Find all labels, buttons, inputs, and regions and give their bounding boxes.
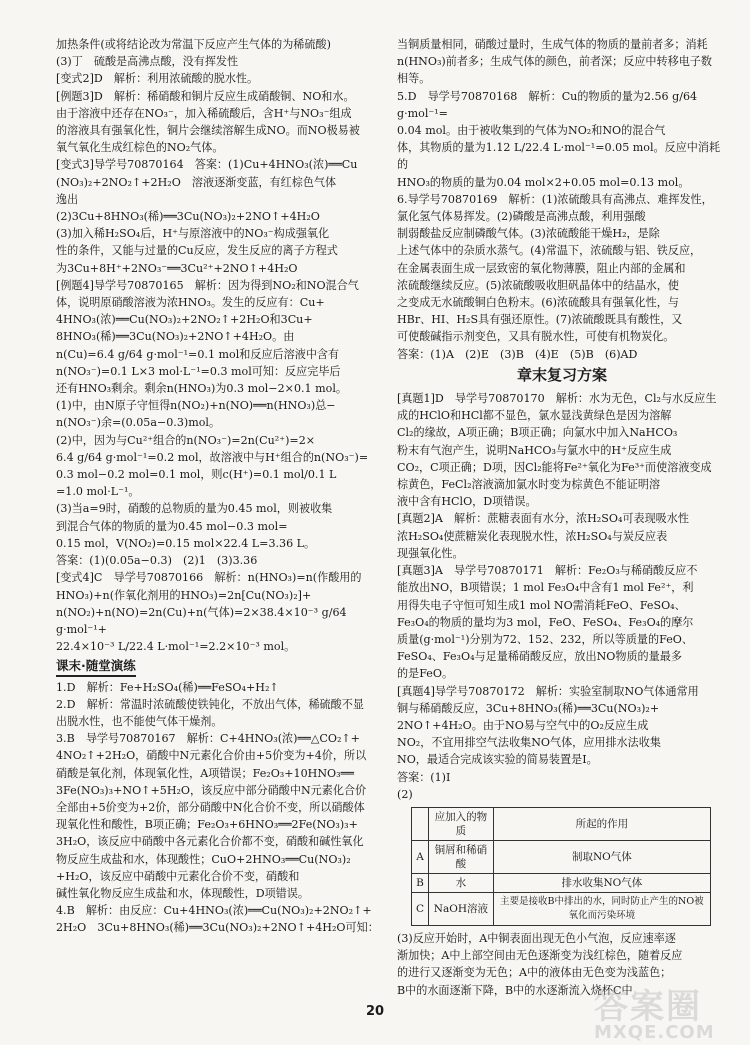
text-line: n(Cu)=6.4 g/64 g·mol⁻¹=0.1 mol和反应后溶液中含有 [56, 347, 340, 361]
text-line: 现氧化性和酸性，B项正确；Fe₂O₃+6HNO₃══2Fe(NO₃)₃+ [56, 818, 358, 832]
text-line: 5.D 导学号70870168 解析：Cu的物质的量为2.56 g/64 g·mol⁻¹= [397, 89, 701, 120]
text-line: 铜与稀硝酸反应，3Cu+8HNO₃(稀)══3Cu(NO₃)₂+ [397, 701, 660, 715]
text-line: 0.04 mol。由于被收集到的气体为NO₂和NO的混合气 [397, 124, 666, 138]
text-line: 到混合气体的物质的量为0.45 mol−0.3 mol= [56, 519, 288, 533]
text-line: 答案：(1)(0.05a−0.3) (2)1 (3)3.36 [56, 554, 258, 568]
text-line: 加热条件(或将结论改为常温下反应产生气体的为稀硫酸) [56, 38, 331, 51]
text-line: 答案：(1)Ⅰ [397, 770, 451, 784]
text-line: [真题4]导学号70870172 解析：实验室制取NO气体通常用 [397, 684, 699, 698]
text-line: [变式4]C 导学号70870166 解析：n(HNO₃)=n(作酸用的 [56, 571, 362, 585]
text-line: [例题3]D 解析：稀硝酸和铜片反应生成硝酸铜、NO和水。 [56, 89, 355, 103]
text-line: 0.3 mol−0.2 mol=0.1 mol，则c(H⁺)=0.1 mol/0.1 L [56, 468, 337, 482]
table-cell: C [412, 892, 429, 925]
text-line: 硝酸是氧化剂，体现氧化性，A项错误；Fe₂O₃+10HNO₃══ [56, 766, 354, 780]
text-line: 逸出 [56, 192, 79, 206]
text-line: (2)3Cu+8HNO₃(稀)══3Cu(NO₃)₂+2NO↑+4H₂O [56, 210, 320, 224]
text-line: [真题1]D 导学号70870170 解析：水为无色，Cl₂与水反应生 [397, 392, 717, 406]
text-line: 的进行又逐渐变为无色；A中的液体由无色变为浅蓝色； [397, 966, 672, 980]
text-line: 能放出NO，B项错误；1 mol Fe₃O₄中含有1 mol Fe²⁺，利 [397, 581, 694, 595]
table-row [412, 873, 711, 892]
text-line: HNO₃的物质的量为0.04 mol×2+0.05 mol=0.13 mol。 [397, 175, 690, 189]
text-line: 为3Cu+8H⁺+2NO₃⁻══3Cu²⁺+2NO↑+4H₂O [56, 261, 298, 275]
text-line: 答案：(1)A (2)E (3)B (4)E (5)B (6)AD [397, 347, 638, 361]
text-line: =1.0 mol·L⁻¹。 [56, 485, 140, 499]
text-line: 0.15 mol，V(NO₂)=0.15 mol×22.4 L=3.36 L。 [56, 536, 316, 550]
table-cell: NaOH溶液 [429, 892, 494, 925]
text-line: 22.4×10⁻³ L/22.4 L·mol⁻¹=2.2×10⁻³ mol。 [56, 640, 296, 654]
watermark-logo [594, 979, 744, 1043]
right-column-exam-questions [397, 390, 727, 803]
text-line: 全部由+5价变为+2价，部分硝酸中N化合价不变，所以硝酸体 [56, 800, 365, 814]
section-heading: 课末·随堂演练 [56, 657, 136, 676]
text-line: NO₂，不宜用排空气法收集NO气体，应用排水法收集 [397, 736, 661, 750]
table-header-row [412, 807, 711, 840]
left-column-paragraphs [56, 36, 386, 655]
text-line: HNO₃)+n(作氧化剂用的HNO₃)=2n[Cu(NO₃)₂]+ [56, 588, 312, 602]
table-header-cell [412, 807, 429, 840]
text-line: 2NO↑+4H₂O。由于NO易与空气中的O₂反应生成 [397, 718, 649, 732]
table-cell: 排水收集NO气体 [493, 873, 710, 892]
table-row [412, 840, 711, 873]
table-row [412, 892, 711, 925]
text-line: 4.B 解析：由反应：Cu+4HNO₃(浓)══Cu(NO₃)₂+2NO₂↑+ [56, 904, 372, 918]
text-line: (1)中，由N原子守恒得n(NO₂)+n(NO)══n(HNO₃)总− [56, 399, 336, 413]
text-line: 质量(g·mol⁻¹)分别为72、152、232，所以等质量的FeO、 [397, 632, 693, 646]
text-line: CO₂，C项正确；D项，因Cl₂能将Fe²⁺氧化为Fe³⁺而使溶液变成 [397, 460, 712, 474]
text-line: 还有HNO₃剩余。剩余n(HNO₃)为0.3 mol−2×0.1 mol。 [56, 382, 347, 396]
text-line: 当铜质量相同，硝酸过量时，生成气体的物质的量前者多；消耗 [397, 38, 708, 51]
text-line: NO，最适合完成该实验的简易装置是Ⅰ。 [397, 753, 598, 767]
text-line: (3)反应开始时，A中铜表面出现无色小气泡，反应速率逐 [397, 931, 676, 945]
text-line: FeSO₄、Fe₃O₄与足量稀硝酸反应，放出NO物质的量最多 [397, 650, 682, 664]
text-line: [真题3]A 导学号70870171 解析：Fe₂O₃与稀硝酸反应不 [397, 564, 698, 578]
table-cell: 铜屑和稀硝酸 [429, 840, 494, 873]
page-number: 20 [365, 1004, 385, 1019]
text-line: 浓H₂SO₄使蔗糖炭化表现脱水性，浓H₂SO₄与炭反应表 [397, 529, 668, 543]
text-line: 出脱水性，也不能使气体干燥剂。 [56, 714, 223, 728]
text-line: (3)丁 硫酸是高沸点酸，没有挥发性 [56, 55, 239, 69]
right-column [397, 36, 727, 999]
text-line: 4NO₂↑+2H₂O，硝酸中N元素化合价由+5价变为+4价，所以 [56, 749, 367, 763]
text-line: 在金属表面生成一层致密的氧化物薄膜，阻止内部的金属和 [397, 261, 686, 275]
text-line: 3.B 导学号70870167 解析：C+4HNO₃(浓)══△CO₂↑+ [56, 732, 360, 746]
text-line: +H₂O，该反应中硝酸中元素化合价不变，硝酸和 [56, 869, 300, 883]
watermark-text: 答案圈 [594, 987, 702, 1027]
text-line: 碱性氧化物反应生成盐和水，体现酸性，D项错误。 [56, 886, 309, 900]
text-line: 物反应生成盐和水，体现酸性；CuO+2HNO₃══Cu(NO₃)₂ [56, 852, 351, 866]
text-line: 3H₂O，该反应中硝酸中各元素化合价都不变，硝酸和碱性氧化 [56, 835, 364, 849]
text-line: 6.导学号70870169 解析：(1)浓硫酸具有高沸点、难挥发性， [397, 192, 713, 206]
text-line: (2) [397, 787, 413, 801]
table-cell: 制取NO气体 [493, 840, 710, 873]
text-line: 用得失电子守恒可知生成1 mol NO需消耗FeO、FeSO₄、 [397, 598, 686, 612]
text-line: n(HNO₃)前者多；生成气体的颜色，前者深；反应中转移电子数 [397, 55, 712, 69]
text-line: 性的条件，又能与过量的Cu反应，发生反应的离子方程式 [56, 244, 338, 258]
text-line: 2H₂O 3Cu+8HNO₃(稀)══3Cu(NO₃)₂+2NO↑+4H₂O可知： [56, 921, 379, 935]
text-line: 制弱酸盐反应制磷酸气体。(3)浓硫酸能干燥H₂，是除 [397, 227, 660, 241]
table-cell: 水 [429, 873, 494, 892]
text-line: 成的HClO和HCl都不显色，氯水显浅黄绿色是因为溶解 [397, 409, 672, 423]
text-line: 4HNO₃(浓)══Cu(NO₃)₂+2NO₂↑+2H₂O和3Cu+ [56, 313, 313, 327]
text-line: 3Fe(NO₃)₃+NO↑+5H₂O，该反应中部分硝酸中N元素化合价 [56, 783, 367, 797]
text-line: HBr、HI、H₂S具有强还原性。(7)浓硫酸既具有酸性，又 [397, 313, 683, 327]
text-line: 棕黄色，FeCl₂溶液滴加氯水时变为棕黄色不能证明溶 [397, 478, 661, 492]
text-line: 的是FeO。 [397, 667, 454, 681]
text-line: 上述气体中的杂质水蒸气。(4)常温下，浓硫酸与铝、铁反应， [397, 244, 702, 258]
text-line: 6.4 g/64 g·mol⁻¹=0.2 mol，故溶液中与H⁺组合的n(NO₃⁻)= [56, 450, 369, 464]
text-line: 浓硫酸继续反应。(5)浓硫酸吸收胆矾晶体中的结晶水，使 [397, 278, 679, 292]
text-line: 氯化氢气体易挥发。(2)磷酸是高沸点酸，利用强酸 [397, 210, 646, 224]
text-line: Fe₃O₄的物质的量均为3 mol，FeO、FeSO₄、Fe₃O₄的摩尔 [397, 615, 694, 629]
text-line: [变式3]导学号70870164 答案：(1)Cu+4HNO₃(浓)══Cu [56, 158, 358, 172]
text-line: n(NO₂)+n(NO)=2n(Cu)+n(气体)=2×38.4×10⁻³ g/64 g·mol⁻¹+ [56, 605, 351, 636]
text-line: 的溶液具有强氧化性，铜片会继续溶解生成NO。而NO极易被 [56, 124, 360, 138]
table-header-cell: 所起的作用 [493, 807, 710, 840]
text-line: (3)加入稀H₂SO₄后，H⁺与原溶液中的NO₃⁻构成强氧化 [56, 227, 330, 241]
text-line: 现强氧化性。 [397, 546, 464, 560]
text-line: n(NO₃⁻)余=(0.05a−0.3)mol。 [56, 416, 221, 430]
text-line: 2.D 解析：常温时浓硫酸使铁钝化，不放出气体，稀硫酸不显 [56, 697, 364, 711]
text-line: [变式2]D 解析：利用浓硫酸的脱水性。 [56, 72, 259, 86]
text-line: 体，其物质的量为1.12 L/22.4 L·mol⁻¹=0.05 mol。反应中消耗的 [397, 141, 721, 172]
text-line: (2)中，因为与Cu²⁺组合的n(NO₃⁻)=2n(Cu²⁺)=2× [56, 433, 316, 447]
text-line: (NO₃)₂+2NO₂↑+2H₂O 溶液逐渐变蓝，有红棕色气体 [56, 175, 337, 189]
text-line: 相等。 [397, 72, 431, 86]
text-line: 粉末有气泡产生，说明NaHCO₃与氯水中的H⁺反应生成 [397, 443, 672, 457]
text-line: [例题4]导学号70870165 解析：因为得到NO₂和NO混合气 [56, 278, 359, 292]
text-line: 氧气氧化生成红棕色的NO₂气体。 [56, 141, 224, 155]
text-line: n(NO₃⁻)=0.1 L×3 mol·L⁻¹=0.3 mol可知：反应完毕后 [56, 364, 341, 378]
text-line: 可使酸碱指示剂变色，又具有脱水性，可使有机物炭化。 [397, 330, 675, 344]
text-line: B中的水面逐渐下降，B中的水逐渐流入烧杯C中 [397, 983, 633, 997]
left-column [56, 36, 386, 937]
text-line: Cl₂的缘故，A项正确；B项正确；向氯水中加入NaHCO₃ [397, 426, 678, 440]
left-column-exercises [56, 679, 386, 937]
text-line: 液中含有HClO，D项错误。 [397, 495, 537, 509]
text-line: (3)当a=9时，硝酸的总物质的量为0.45 mol，则被收集 [56, 502, 333, 516]
text-line: 之变成无水硫酸铜白色粉末。(6)浓硫酸具有强氧化性，与 [397, 296, 679, 310]
table-cell: 主要是接收B中排出的水，同时防止产生的NO被氧化而污染环境 [493, 892, 710, 925]
text-line: 由于溶液中还存在NO₃⁻，加入稀硫酸后，含H⁺与NO₃⁻组成 [56, 106, 352, 120]
table-header-cell: 应加入的物质 [429, 807, 494, 840]
table-cell: A [412, 840, 429, 873]
text-line: 渐加快；A中上部空间由无色逐渐变为浅红棕色，随着反应 [397, 949, 683, 963]
answer-table [411, 807, 711, 926]
text-line: 1.D 解析：Fe+H₂SO₄(稀)══FeSO₄+H₂↑ [56, 680, 279, 694]
text-line: 体，说明原硝酸溶液为浓HNO₃。发生的反应有：Cu+ [56, 296, 325, 310]
table-cell: B [412, 873, 429, 892]
watermark-url: MXQE.COM [594, 1022, 715, 1043]
right-column-paragraphs [397, 36, 727, 363]
text-line: 8HNO₃(稀)══3Cu(NO₃)₂+2NO↑+4H₂O。由 [56, 330, 295, 344]
text-line: [真题2]A 解析：蔗糖表面有水分，浓H₂SO₄可表现吸水性 [397, 512, 689, 526]
chapter-title: 章末复习方案 [516, 365, 607, 384]
